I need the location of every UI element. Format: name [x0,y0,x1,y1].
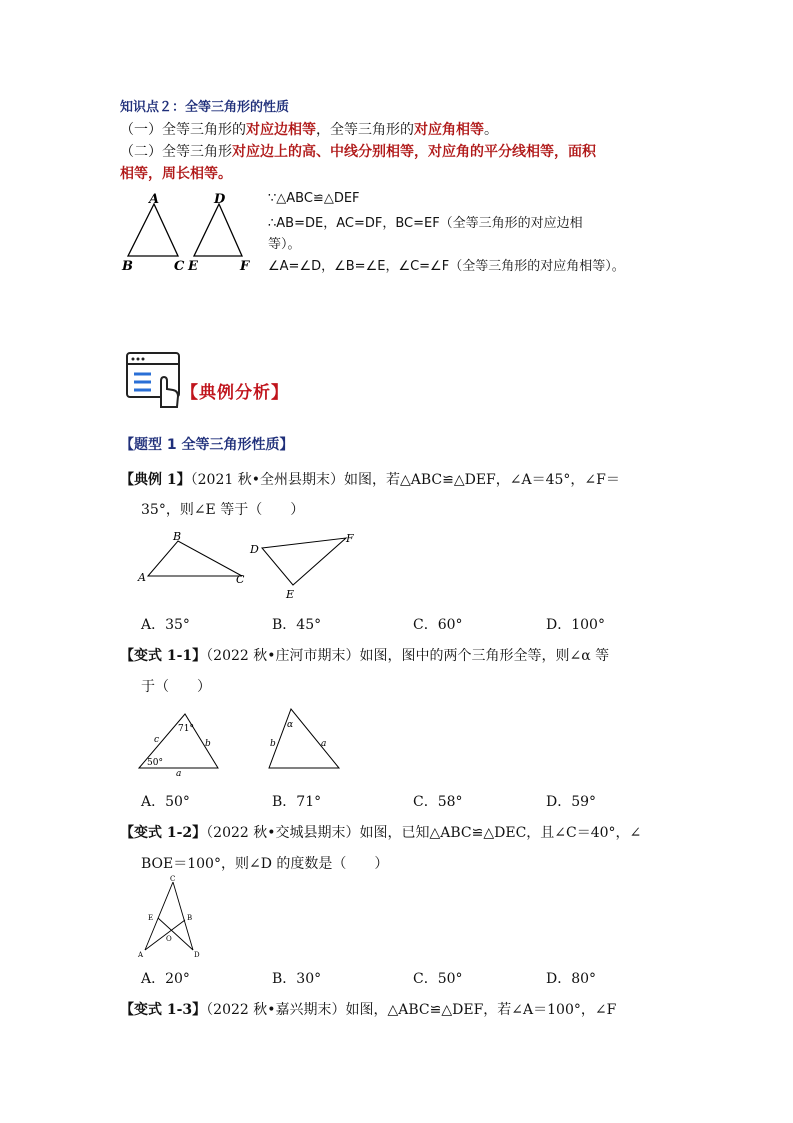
q1-label-e: E [286,588,295,601]
question-2-tag: 【变式 1-1】 [120,648,207,664]
q2-option-b[interactable]: B．71° [272,794,322,810]
question-3-figure [134,874,204,960]
question-3-line-1: 【变式 1-2】（2022 秋•交城县期末）如图，已知△ABC≌△DEC，且∠C＝40°，∠ [120,825,642,841]
reason-line-4: ∠A=∠D，∠B=∠E，∠C=∠F（全等三角形的对应角相等）。 [268,259,625,274]
knowledge-line-3: 相等，周长相等。 [120,166,232,182]
q3-label-d: D [194,951,200,959]
question-2-line-2: 于（ ） [141,679,211,695]
q2-option-c[interactable]: C．58° [413,794,463,810]
type-title: 【题型 1 全等三角形性质】 [120,437,294,453]
question-4-line-1: 【变式 1-3】（2022 秋•嘉兴期末）如图，△ABC≌△DEF，若∠A＝100°，∠F [120,1002,617,1018]
q2-side-b2: b [270,739,276,749]
question-2-line-1: 【变式 1-1】（2022 秋•庄河市期末）如图，图中的两个三角形全等，则∠α 等 [120,648,610,664]
section-title: 【典例分析】 [181,383,289,403]
q2-side-a: a [176,769,182,779]
q1-label-d: D [250,543,259,556]
q1-label-c: C [236,573,245,586]
q1-option-b[interactable]: B．45° [272,617,322,633]
q2-side-a2: a [321,739,327,749]
question-1-line-2: 35°，则∠E 等于（ ） [141,502,305,518]
reason-line-1: ∵△ABC≌△DEF [268,191,360,206]
q2-side-c: c [154,735,160,745]
q1-option-a[interactable]: A．35° [141,617,190,633]
congruent-triangles-figure [118,188,260,274]
q1-option-c[interactable]: C．60° [413,617,463,633]
label-c: C [174,259,185,274]
reason-line-3: 等）。 [268,237,301,252]
q1-label-b: B [173,530,182,543]
question-3-tag: 【变式 1-2】 [120,825,207,841]
question-1-tag: 【典例 1】 [120,472,191,488]
q2-option-a[interactable]: A．50° [141,794,190,810]
q3-label-e: E [148,914,154,922]
question-1-line-1: 【典例 1】（2021 秋•全州县期末）如图，若△ABC≌△DEF，∠A＝45°，∠F＝ [120,472,620,488]
q3-option-a[interactable]: A．20° [141,971,190,987]
q1-label-a: A [138,571,146,584]
q3-label-o: O [166,935,172,943]
q2-alpha: α [287,720,294,730]
label-a: A [149,192,160,207]
browser-hand-icon [125,351,183,409]
question-2-figure [134,704,349,780]
knowledge-line-1: （一）全等三角形的对应边相等，全等三角形的对应角相等。 [120,122,498,138]
knowledge-line-2: （二）全等三角形对应边上的高、中线分别相等，对应角的平分线相等，面积 [120,144,596,160]
question-4-tag: 【变式 1-3】 [120,1002,207,1018]
q2-angle-top: 71° [178,724,194,734]
q1-label-f: F [346,532,354,545]
q2-angle-left: 50° [147,758,163,768]
label-f: F [240,259,250,274]
q3-option-c[interactable]: C．50° [413,971,463,987]
q3-label-c: C [170,875,176,883]
question-1-figure [136,530,366,602]
q2-side-b: b [205,739,211,749]
knowledge-title: 知识点２：全等三角形的性质 [120,100,290,115]
reason-line-2: ∴AB=DE，AC=DF，BC=EF（全等三角形的对应边相 [268,216,583,231]
q3-label-b: B [187,914,193,922]
q3-option-b[interactable]: B．30° [272,971,322,987]
label-e: E [188,259,198,274]
q1-option-d[interactable]: D．100° [546,617,605,633]
q3-label-a: A [138,951,144,959]
label-b: B [122,259,133,274]
q2-option-d[interactable]: D．59° [546,794,597,810]
question-3-line-2: BOE＝100°，则∠D 的度数是（ ） [141,856,389,872]
label-d: D [214,192,226,207]
q3-option-d[interactable]: D．80° [546,971,597,987]
